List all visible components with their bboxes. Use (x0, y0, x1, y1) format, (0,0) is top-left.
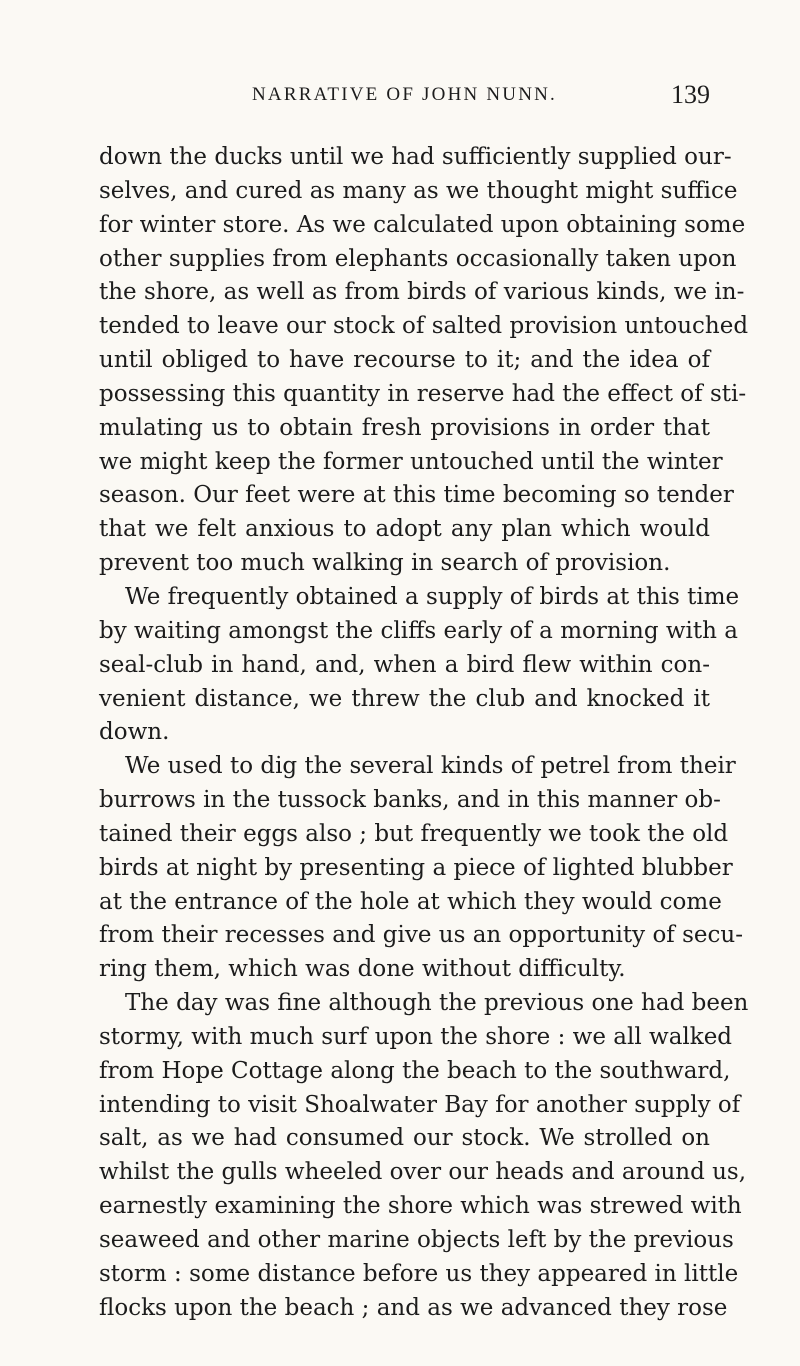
text-line: season. Our feet were at this time becoming so tender (99, 482, 734, 509)
text-line: flocks upon the beach ; and as we advanced they rose (99, 1294, 728, 1321)
text-line: that we felt anxious to adopt any plan which would (99, 516, 710, 543)
text-line: stormy, with much surf upon the shore : we all walked (99, 1023, 733, 1050)
text-line: tained their eggs also ; but frequently we took the old (99, 820, 729, 847)
text-line: for winter store. As we calculated upon obtaining some (99, 211, 746, 238)
text-line: seaweed and other marine objects left by the previous (99, 1227, 734, 1253)
text-line: ring them, which was done without difficulty. (99, 956, 626, 983)
text-line: salt, as we had consumed our stock. We strolled on (99, 1125, 710, 1152)
text-line: venient distance, we threw the club and knocked it (99, 685, 710, 712)
body-text (99, 141, 749, 1326)
text-line: We frequently obtained a supply of birds at this time (125, 583, 740, 610)
text-line: from Hope Cottage along the beach to the southward, (99, 1057, 731, 1084)
text-line: whilst the gulls wheeled over our heads and around us, (99, 1159, 747, 1186)
text-line: until obliged to have recourse to it; and the idea of (99, 347, 710, 374)
text-line: mulating us to obtain fresh provisions in order that (99, 414, 710, 441)
text-line: the shore, as well as from birds of various kinds, we in- (99, 279, 745, 306)
text-line: at the entrance of the hole at which they would come (99, 888, 722, 915)
running-title: NARRATIVE OF JOHN NUNN. (252, 84, 557, 105)
text-line: tended to leave our stock of salted provision untouched (99, 313, 749, 340)
running-head (100, 76, 710, 116)
text-line: by waiting amongst the cliffs early of a morning with a (99, 617, 738, 644)
text-line: prevent too much walking in search of provision. (99, 550, 671, 577)
text-line: down. (99, 719, 170, 746)
text-line: from their recesses and give us an opportunity of secu- (99, 922, 744, 949)
text-line: seal-club in hand, and, when a bird flew within con- (99, 651, 710, 678)
text-line: The day was fine although the previous one had been (125, 990, 749, 1017)
text-line: selves, and cured as many as we thought might suffice (99, 177, 738, 204)
text-line: We used to dig the several kinds of petrel from their (125, 753, 736, 780)
text-line: down the ducks until we had sufficiently supplied our- (99, 144, 732, 170)
text-line: storm : some distance before us they appeared in little (99, 1260, 739, 1287)
text-line: possessing this quantity in reserve had the effect of sti- (99, 380, 747, 407)
text-line: intending to visit Shoalwater Bay for another supply of (99, 1091, 741, 1118)
text-line: birds at night by presenting a piece of lighted blubber (99, 854, 733, 881)
page-number: 139 (671, 80, 710, 109)
text-line: earnestly examining the shore which was strewed with (99, 1193, 742, 1220)
text-line: other supplies from elephants occasionally taken upon (99, 245, 737, 272)
text-line: burrows in the tussock banks, and in this manner ob- (99, 787, 721, 814)
text-line: we might keep the former untouched until the winter (99, 448, 723, 475)
